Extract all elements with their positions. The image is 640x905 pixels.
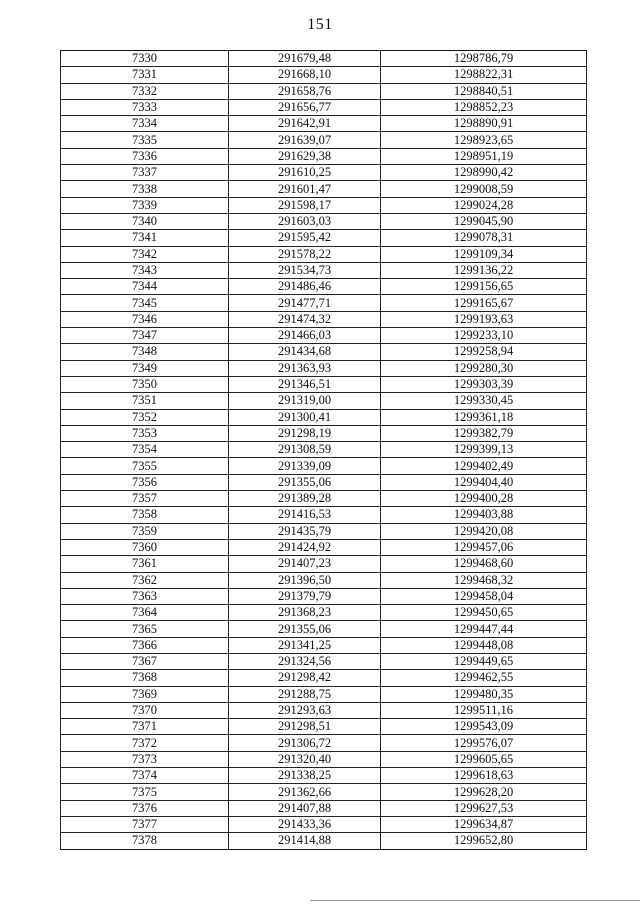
x-coordinate-cell: 291320,40 [229, 751, 381, 767]
y-coordinate-cell: 1299258,94 [381, 344, 587, 360]
point-number-cell: 7351 [61, 393, 229, 409]
x-coordinate-cell: 291319,00 [229, 393, 381, 409]
point-number-cell: 7376 [61, 800, 229, 816]
x-coordinate-cell: 291668,10 [229, 67, 381, 83]
x-coordinate-cell: 291595,42 [229, 230, 381, 246]
y-coordinate-cell: 1299193,63 [381, 311, 587, 327]
table-row [61, 360, 587, 376]
point-number-cell: 7374 [61, 768, 229, 784]
point-number-cell: 7370 [61, 702, 229, 718]
x-coordinate-cell: 291341,25 [229, 637, 381, 653]
point-number-cell: 7373 [61, 751, 229, 767]
point-number-cell: 7345 [61, 295, 229, 311]
y-coordinate-cell: 1298890,91 [381, 116, 587, 132]
x-coordinate-cell: 291379,79 [229, 588, 381, 604]
x-coordinate-cell: 291298,51 [229, 719, 381, 735]
y-coordinate-cell: 1299382,79 [381, 425, 587, 441]
y-coordinate-cell: 1299303,39 [381, 376, 587, 392]
point-number-cell: 7378 [61, 833, 229, 849]
point-number-cell: 7340 [61, 213, 229, 229]
y-coordinate-cell: 1299480,35 [381, 686, 587, 702]
x-coordinate-cell: 291298,19 [229, 425, 381, 441]
table-row [61, 474, 587, 490]
x-coordinate-cell: 291629,38 [229, 148, 381, 164]
point-number-cell: 7339 [61, 197, 229, 213]
y-coordinate-cell: 1299457,06 [381, 539, 587, 555]
y-coordinate-cell: 1299449,65 [381, 653, 587, 669]
x-coordinate-cell: 291435,79 [229, 523, 381, 539]
x-coordinate-cell: 291601,47 [229, 181, 381, 197]
point-number-cell: 7349 [61, 360, 229, 376]
table-row [61, 605, 587, 621]
point-number-cell: 7377 [61, 816, 229, 832]
y-coordinate-cell: 1299448,08 [381, 637, 587, 653]
x-coordinate-cell: 291355,06 [229, 474, 381, 490]
point-number-cell: 7366 [61, 637, 229, 653]
y-coordinate-cell: 1299605,65 [381, 751, 587, 767]
table-row [61, 295, 587, 311]
point-number-cell: 7344 [61, 279, 229, 295]
table-row [61, 409, 587, 425]
x-coordinate-cell: 291308,59 [229, 442, 381, 458]
y-coordinate-cell: 1298840,51 [381, 83, 587, 99]
point-number-cell: 7333 [61, 99, 229, 115]
table-row [61, 800, 587, 816]
point-number-cell: 7365 [61, 621, 229, 637]
table-row [61, 702, 587, 718]
x-coordinate-cell: 291407,88 [229, 800, 381, 816]
y-coordinate-cell: 1299045,90 [381, 213, 587, 229]
y-coordinate-cell: 1299402,49 [381, 458, 587, 474]
y-coordinate-cell: 1299400,28 [381, 491, 587, 507]
y-coordinate-cell: 1299576,07 [381, 735, 587, 751]
x-coordinate-cell: 291433,36 [229, 816, 381, 832]
y-coordinate-cell: 1299652,80 [381, 833, 587, 849]
bottom-rule-line [310, 900, 640, 901]
y-coordinate-cell: 1299403,88 [381, 507, 587, 523]
point-number-cell: 7357 [61, 491, 229, 507]
point-number-cell: 7361 [61, 556, 229, 572]
y-coordinate-cell: 1299109,34 [381, 246, 587, 262]
table-row [61, 539, 587, 555]
point-number-cell: 7352 [61, 409, 229, 425]
point-number-cell: 7367 [61, 653, 229, 669]
table-row [61, 67, 587, 83]
y-coordinate-cell: 1298822,31 [381, 67, 587, 83]
x-coordinate-cell: 291407,23 [229, 556, 381, 572]
table-row [61, 816, 587, 832]
y-coordinate-cell: 1299404,40 [381, 474, 587, 490]
page-number: 151 [307, 16, 333, 33]
table-row [61, 686, 587, 702]
point-number-cell: 7334 [61, 116, 229, 132]
table-row [61, 719, 587, 735]
x-coordinate-cell: 291474,32 [229, 311, 381, 327]
point-number-cell: 7346 [61, 311, 229, 327]
table-row [61, 458, 587, 474]
y-coordinate-cell: 1298990,42 [381, 165, 587, 181]
point-number-cell: 7337 [61, 165, 229, 181]
table-row [61, 393, 587, 409]
x-coordinate-cell: 291639,07 [229, 132, 381, 148]
coordinates-table-body [61, 51, 587, 850]
y-coordinate-cell: 1299511,16 [381, 702, 587, 718]
table-row [61, 197, 587, 213]
table-row [61, 491, 587, 507]
y-coordinate-cell: 1299543,09 [381, 719, 587, 735]
y-coordinate-cell: 1299468,32 [381, 572, 587, 588]
point-number-cell: 7353 [61, 425, 229, 441]
x-coordinate-cell: 291658,76 [229, 83, 381, 99]
y-coordinate-cell: 1299447,44 [381, 621, 587, 637]
table-row [61, 653, 587, 669]
y-coordinate-cell: 1299233,10 [381, 328, 587, 344]
point-number-cell: 7341 [61, 230, 229, 246]
table-row [61, 833, 587, 849]
point-number-cell: 7355 [61, 458, 229, 474]
table-row [61, 588, 587, 604]
x-coordinate-cell: 291598,17 [229, 197, 381, 213]
y-coordinate-cell: 1299420,08 [381, 523, 587, 539]
table-row [61, 637, 587, 653]
y-coordinate-cell: 1299078,31 [381, 230, 587, 246]
point-number-cell: 7338 [61, 181, 229, 197]
table-row [61, 344, 587, 360]
x-coordinate-cell: 291346,51 [229, 376, 381, 392]
point-number-cell: 7342 [61, 246, 229, 262]
point-number-cell: 7375 [61, 784, 229, 800]
x-coordinate-cell: 291339,09 [229, 458, 381, 474]
point-number-cell: 7371 [61, 719, 229, 735]
x-coordinate-cell: 291424,92 [229, 539, 381, 555]
x-coordinate-cell: 291477,71 [229, 295, 381, 311]
point-number-cell: 7330 [61, 51, 229, 67]
point-number-cell: 7368 [61, 670, 229, 686]
point-number-cell: 7332 [61, 83, 229, 99]
y-coordinate-cell: 1299024,28 [381, 197, 587, 213]
x-coordinate-cell: 291656,77 [229, 99, 381, 115]
table-row [61, 279, 587, 295]
x-coordinate-cell: 291396,50 [229, 572, 381, 588]
table-row [61, 621, 587, 637]
point-number-cell: 7343 [61, 262, 229, 278]
table-row [61, 735, 587, 751]
x-coordinate-cell: 291642,91 [229, 116, 381, 132]
table-row [61, 425, 587, 441]
y-coordinate-cell: 1299008,59 [381, 181, 587, 197]
y-coordinate-cell: 1299361,18 [381, 409, 587, 425]
point-number-cell: 7364 [61, 605, 229, 621]
y-coordinate-cell: 1299450,65 [381, 605, 587, 621]
y-coordinate-cell: 1299458,04 [381, 588, 587, 604]
x-coordinate-cell: 291434,68 [229, 344, 381, 360]
point-number-cell: 7369 [61, 686, 229, 702]
x-coordinate-cell: 291534,73 [229, 262, 381, 278]
x-coordinate-cell: 291416,53 [229, 507, 381, 523]
table-row [61, 751, 587, 767]
point-number-cell: 7335 [61, 132, 229, 148]
y-coordinate-cell: 1299628,20 [381, 784, 587, 800]
point-number-cell: 7354 [61, 442, 229, 458]
x-coordinate-cell: 291298,42 [229, 670, 381, 686]
table-row [61, 246, 587, 262]
point-number-cell: 7350 [61, 376, 229, 392]
table-row [61, 556, 587, 572]
table-row [61, 523, 587, 539]
y-coordinate-cell: 1298852,23 [381, 99, 587, 115]
point-number-cell: 7347 [61, 328, 229, 344]
y-coordinate-cell: 1299165,67 [381, 295, 587, 311]
point-number-cell: 7356 [61, 474, 229, 490]
table-row [61, 328, 587, 344]
table-row [61, 572, 587, 588]
point-number-cell: 7363 [61, 588, 229, 604]
point-number-cell: 7336 [61, 148, 229, 164]
table-row [61, 132, 587, 148]
point-number-cell: 7358 [61, 507, 229, 523]
y-coordinate-cell: 1298923,65 [381, 132, 587, 148]
table-row [61, 181, 587, 197]
table-row [61, 507, 587, 523]
x-coordinate-cell: 291293,63 [229, 702, 381, 718]
x-coordinate-cell: 291466,03 [229, 328, 381, 344]
point-number-cell: 7360 [61, 539, 229, 555]
x-coordinate-cell: 291338,25 [229, 768, 381, 784]
table-row [61, 51, 587, 67]
x-coordinate-cell: 291324,56 [229, 653, 381, 669]
table-row [61, 213, 587, 229]
table-row [61, 442, 587, 458]
x-coordinate-cell: 291300,41 [229, 409, 381, 425]
point-number-cell: 7359 [61, 523, 229, 539]
x-coordinate-cell: 291306,72 [229, 735, 381, 751]
table-row [61, 148, 587, 164]
coordinates-table [60, 50, 587, 850]
table-row [61, 670, 587, 686]
y-coordinate-cell: 1299136,22 [381, 262, 587, 278]
x-coordinate-cell: 291610,25 [229, 165, 381, 181]
x-coordinate-cell: 291603,03 [229, 213, 381, 229]
table-row [61, 311, 587, 327]
y-coordinate-cell: 1299156,65 [381, 279, 587, 295]
x-coordinate-cell: 291362,66 [229, 784, 381, 800]
x-coordinate-cell: 291679,48 [229, 51, 381, 67]
x-coordinate-cell: 291414,88 [229, 833, 381, 849]
table-row [61, 116, 587, 132]
table-row [61, 99, 587, 115]
table-row [61, 83, 587, 99]
table-row [61, 784, 587, 800]
point-number-cell: 7372 [61, 735, 229, 751]
y-coordinate-cell: 1299462,55 [381, 670, 587, 686]
x-coordinate-cell: 291288,75 [229, 686, 381, 702]
x-coordinate-cell: 291363,93 [229, 360, 381, 376]
x-coordinate-cell: 291368,23 [229, 605, 381, 621]
point-number-cell: 7362 [61, 572, 229, 588]
y-coordinate-cell: 1299330,45 [381, 393, 587, 409]
y-coordinate-cell: 1299634,87 [381, 816, 587, 832]
y-coordinate-cell: 1298786,79 [381, 51, 587, 67]
table-row [61, 376, 587, 392]
y-coordinate-cell: 1299399,13 [381, 442, 587, 458]
y-coordinate-cell: 1299468,60 [381, 556, 587, 572]
x-coordinate-cell: 291486,46 [229, 279, 381, 295]
x-coordinate-cell: 291578,22 [229, 246, 381, 262]
point-number-cell: 7331 [61, 67, 229, 83]
x-coordinate-cell: 291389,28 [229, 491, 381, 507]
y-coordinate-cell: 1299627,53 [381, 800, 587, 816]
table-row [61, 768, 587, 784]
table-row [61, 262, 587, 278]
y-coordinate-cell: 1299280,30 [381, 360, 587, 376]
table-row [61, 165, 587, 181]
point-number-cell: 7348 [61, 344, 229, 360]
x-coordinate-cell: 291355,06 [229, 621, 381, 637]
table-row [61, 230, 587, 246]
y-coordinate-cell: 1298951,19 [381, 148, 587, 164]
y-coordinate-cell: 1299618,63 [381, 768, 587, 784]
